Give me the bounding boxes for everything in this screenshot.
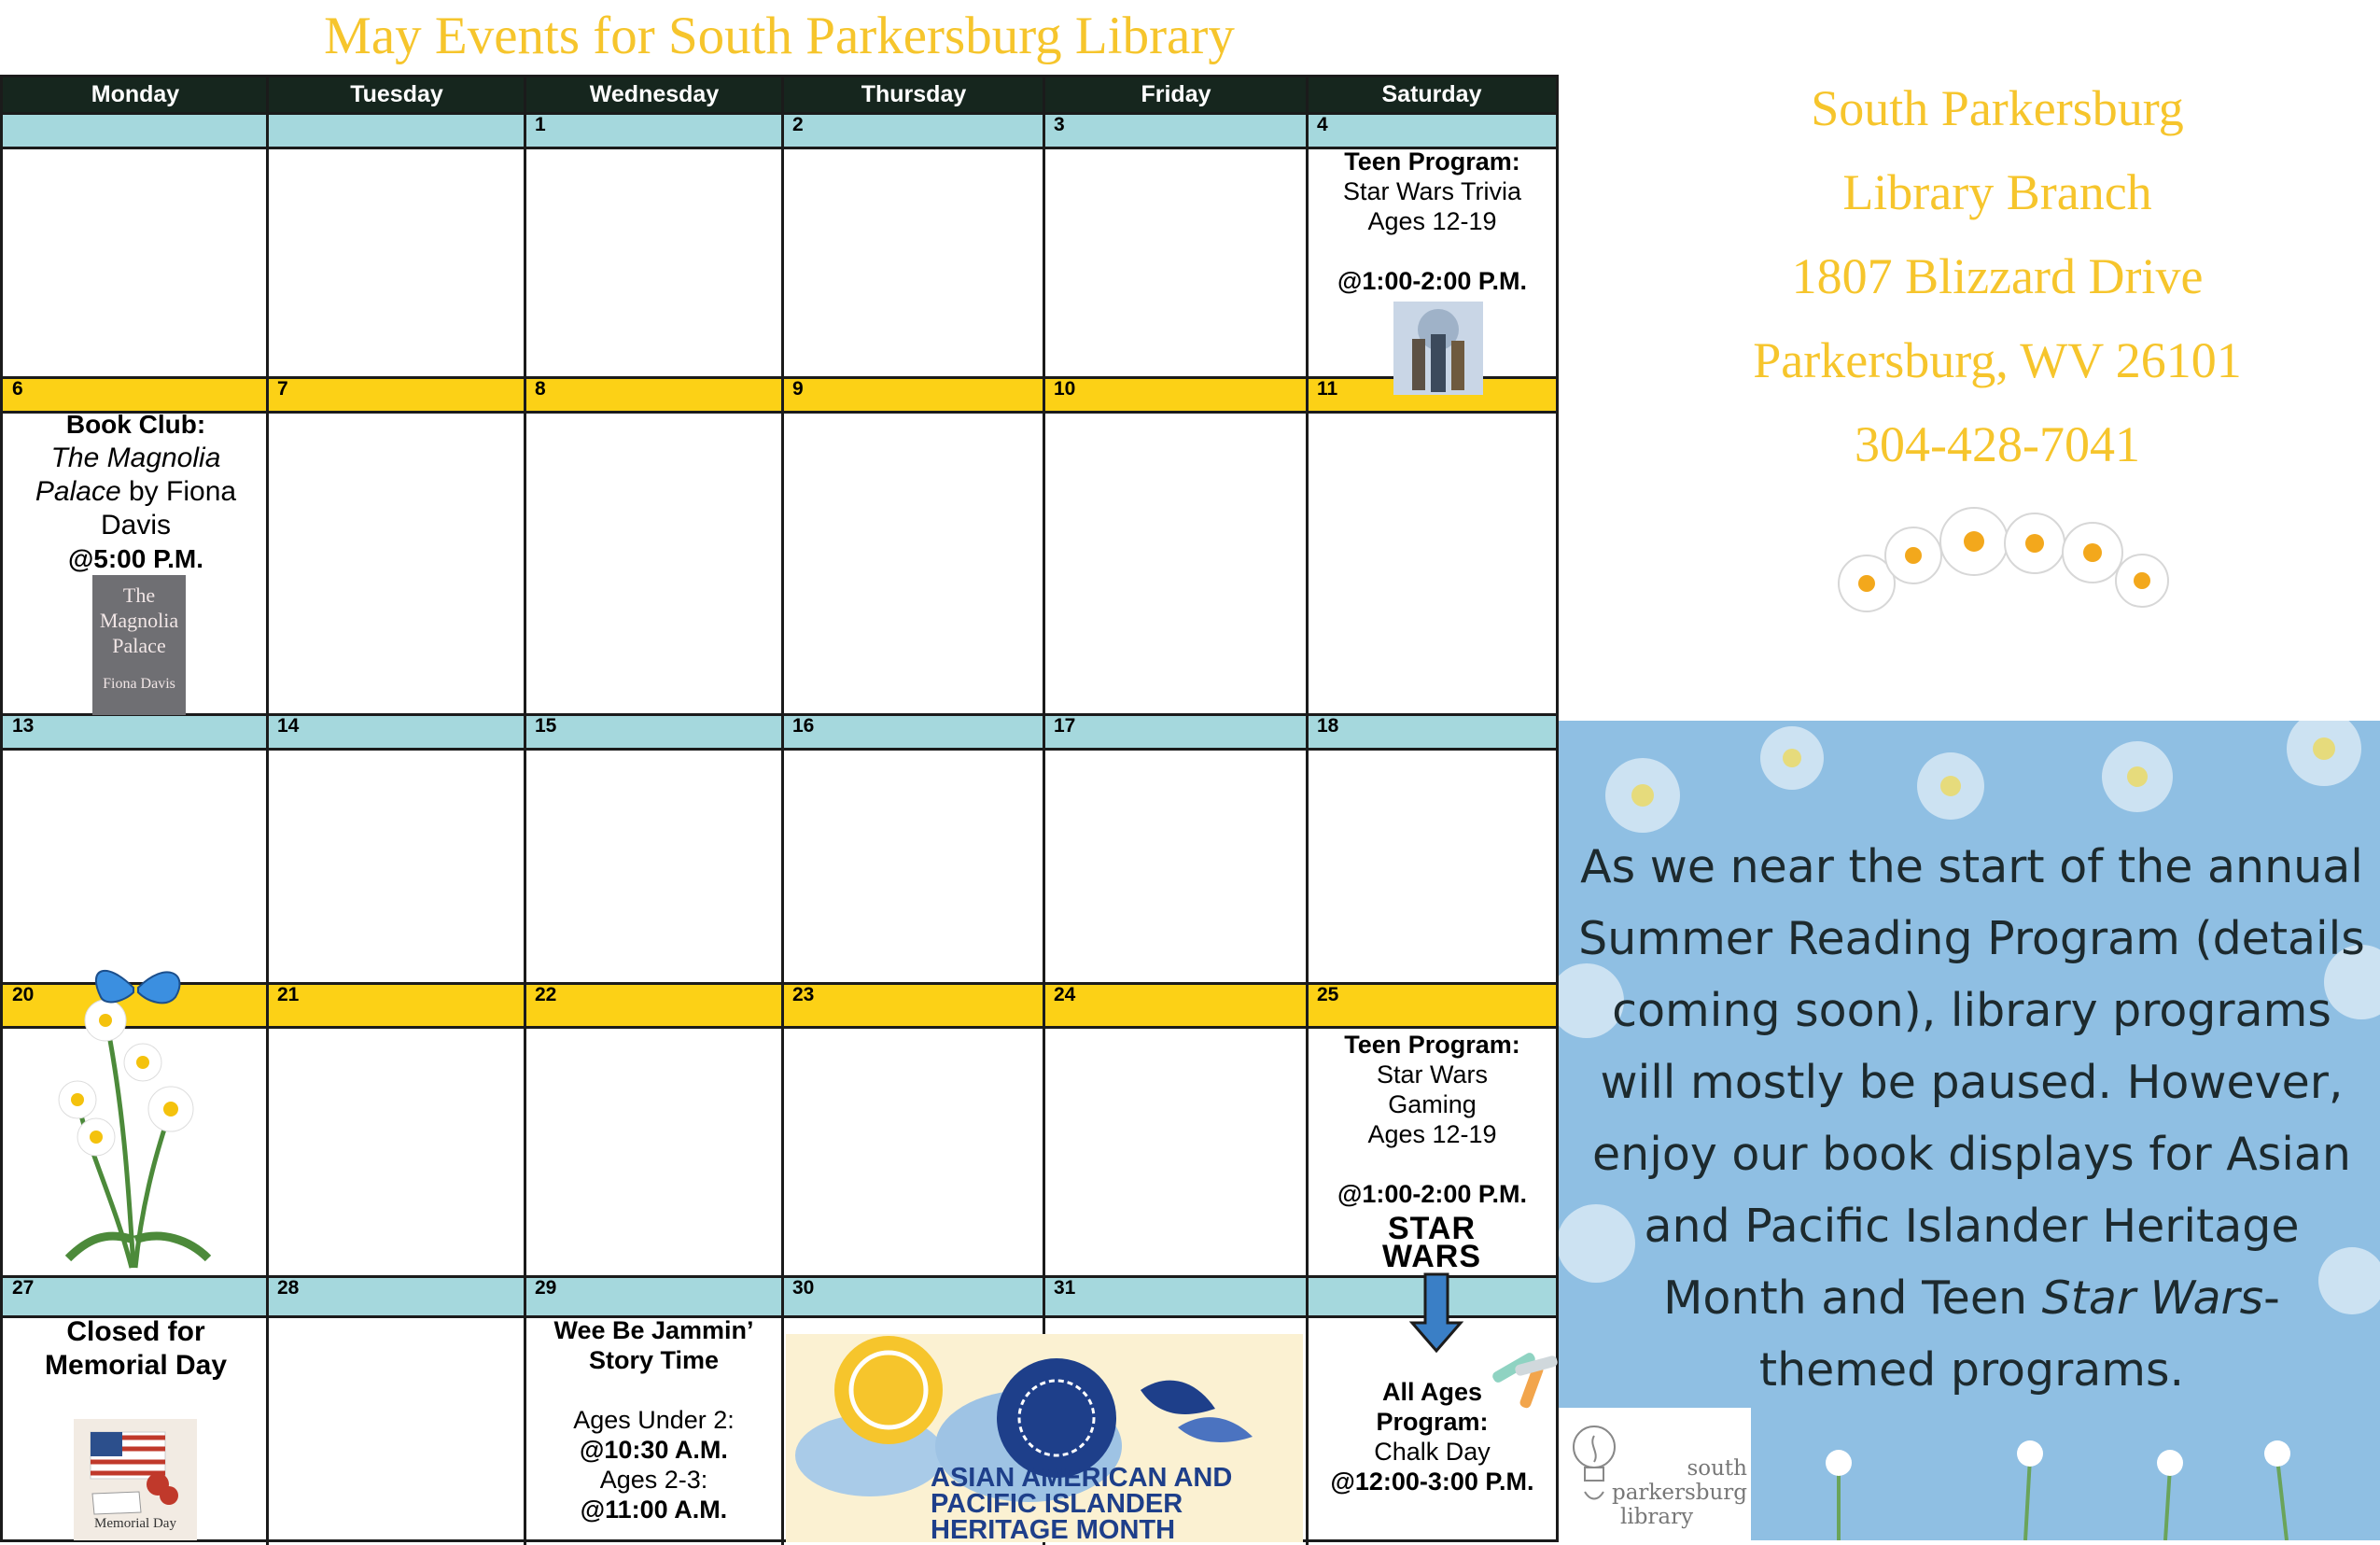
event-ages: Ages 12-19 [1367,1120,1497,1148]
branch-phone: 304-428-7041 [1855,416,2140,472]
event-heading: Book Club: [65,410,206,439]
date-number: 28 [277,1277,300,1299]
calendar-grid [0,75,1559,1542]
date-number: 15 [535,715,557,737]
event-may27: Closed for Memorial Day [44,1316,228,1381]
arrow-down-icon [1408,1271,1464,1355]
date-number: 2 [792,114,804,135]
book-byline: by Fiona Davis [100,476,237,541]
event-title: Star Wars Trivia [1342,177,1522,205]
date-number: 1 [535,114,546,135]
day-header-wednesday: Wednesday [525,77,783,112]
date-number: 29 [535,1277,557,1299]
heritage-month-banner: ASIAN AMERICAN AND PACIFIC ISLANDER HERITAGE MONTH [786,1334,1303,1542]
date-number: 21 [277,984,300,1005]
date-number: 10 [1054,378,1076,400]
library-logo: south parkersburg library [1559,1408,1751,1540]
event-time: @1:00-2:00 P.M. [1337,1180,1527,1208]
event-time: @5:00 P.M. [67,544,204,573]
branch-name-line2: Library Branch [1842,164,2152,220]
event-may4 [1309,147,1556,296]
event-may31: All Ages Program: Chalk Day @12:00-3:00 P.M. [1330,1378,1534,1496]
date-number: 8 [535,378,546,400]
butterfly-daisies-image [49,960,217,1277]
day-header-saturday: Saturday [1308,77,1556,112]
date-number: 4 [1317,114,1328,135]
book-title: The Magnolia Palace [35,442,221,507]
day-header-friday: Friday [1044,77,1308,112]
date-number: 24 [1054,984,1076,1005]
promo-text: As we near the start of the annual Summer Reading Program (details coming soon), library programs will mostly be paused. However, enjoy our book displays for Asian and Pacific Islander Heritage Month and Teen Star Wars-themed programs. [1578,840,2365,1397]
day-header-thursday: Thursday [783,77,1044,112]
day-header-monday: Monday [3,77,268,112]
event-time: @1:00-2:00 P.M. [1337,267,1527,295]
date-number: 22 [535,984,557,1005]
event-may6 [6,408,266,576]
date-number: 6 [12,378,23,400]
branch-city: Parkersburg, WV 26101 [1753,332,2242,388]
event-title: Star Wars [1376,1060,1488,1089]
event-may29: Wee Be Jammin’ Story Time Ages Under 2: @10:30 A.M. Ages 2-3: @11:00 A.M. [553,1316,754,1524]
week5-date-band [3,1275,1556,1318]
event-ages: Ages 12-19 [1367,207,1497,235]
star-wars-figures-image [1393,302,1483,395]
date-number: 18 [1317,715,1339,737]
date-number: 31 [1054,1277,1076,1299]
event-heading: Teen Program: [1344,1031,1520,1059]
date-number: 14 [277,715,300,737]
memorial-day-card-image: Memorial Day [74,1419,197,1540]
date-number: 7 [277,378,288,400]
date-number: 20 [12,984,35,1005]
branch-street: 1807 Blizzard Drive [1791,248,2204,304]
date-number: 13 [12,715,35,737]
date-number: 30 [792,1277,815,1299]
star-wars-logo: STAR WARS [1382,1211,1481,1274]
date-number: 11 [1317,378,1338,400]
date-number: 27 [12,1277,35,1299]
date-number: 17 [1054,715,1076,737]
page-title: May Events for South Parkersburg Library [324,7,1235,65]
day-header-tuesday: Tuesday [268,77,525,112]
date-number: 25 [1317,984,1339,1005]
date-number: 9 [792,378,804,400]
date-number: 23 [792,984,815,1005]
event-heading: Teen Program: [1344,147,1520,176]
date-number: 3 [1054,114,1065,135]
book-cover-image: The Magnolia Palace Fiona Davis [92,575,186,715]
event-may25 [1309,1030,1556,1209]
date-number: 16 [792,715,815,737]
daisy-garland-image [1829,495,2184,625]
branch-name-line1: South Parkersburg [1811,80,2184,136]
event-title-2: Gaming [1388,1090,1477,1118]
